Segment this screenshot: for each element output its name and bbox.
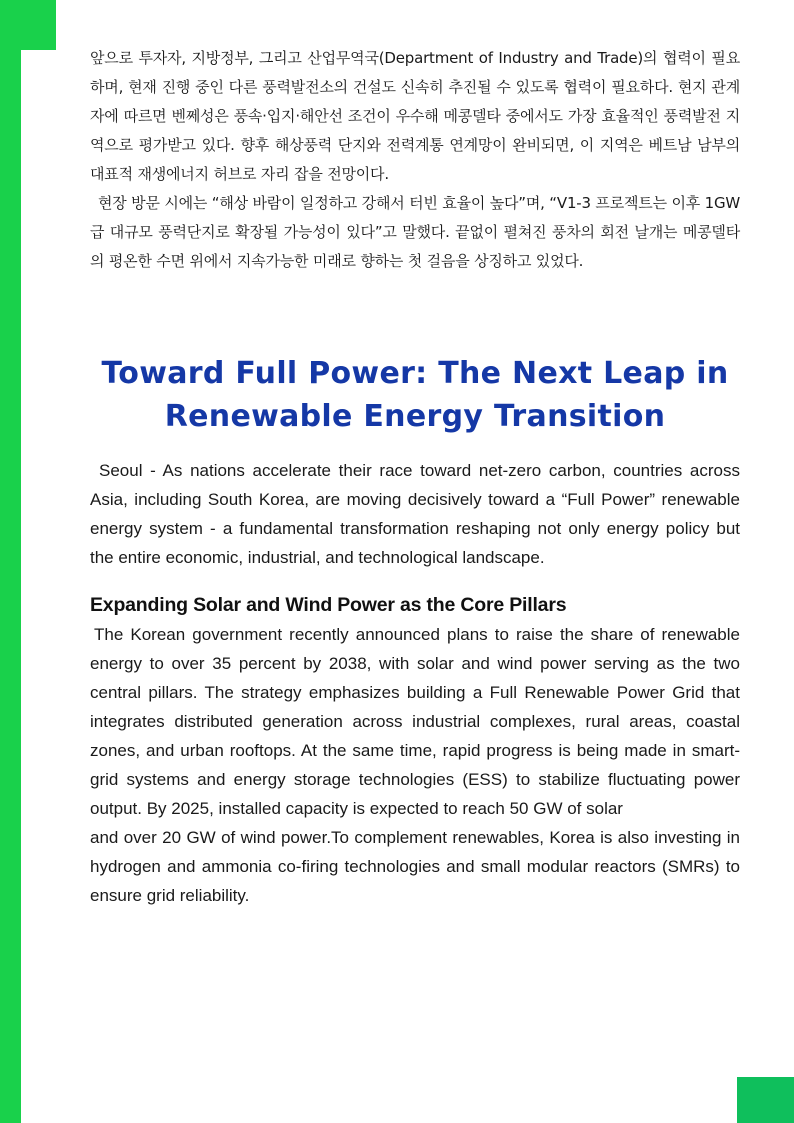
korean-paragraph-2: 현장 방문 시에는 “해상 바람이 일정하고 강해서 터빈 효율이 높다”며, “V1-3 프로젝트는 이후 1GW급 대규모 풍력단지로 확장될 가능성이 있다”고 말했다. 끝없이 펼쳐진 풍차의 회전 날개는 메콩델타의 평온한 수면 위에서 지속가능한 미래로 향하는 첫 걸음을 상징하고 있었다. <box>90 194 740 270</box>
article-title: Toward Full Power: The Next Leap in Renewable Energy Transition <box>101 356 729 434</box>
section-heading: Expanding Solar and Wind Power as the Core Pillars <box>90 594 567 616</box>
korean-paragraph-1: 앞으로 투자자, 지방정부, 그리고 산업무역국(Department of Industry and Trade)의 협력이 필요하며, 현재 진행 중인 다른 풍력발전소의 건설도 신속히 추진될 수 있도록 협력이 필요하다. 현지 관계자에 따르면 벤쩨성은 풍속·입지·해안선 조건이 우수해 메콩델타 중에서도 가장 효율적인 풍력발전 지역으로 평가받고 있다. 향후 해상풍력 단지와 전력계통 연계망이 완비되면, 이 지역은 베트남 남부의 대표적 재생에너지 허브로 자리 잡을 전망이다. <box>90 49 740 183</box>
article-lead: Seoul - As nations accelerate their race toward net-zero carbon, countries across Asia, including South Korea, are moving decisively toward a “Full Power” renewable energy system - a fundamental transformation reshaping not only energy policy but the entire economic, industrial, and technological landscape. <box>90 461 740 567</box>
left-green-bar <box>0 0 21 1123</box>
article-body-2: and over 20 GW of wind power.To complement renewables, Korea is also investing in hydrogen and ammonia co-firing technologies and small modular reactors (SMRs) to ensure grid reliability. <box>90 828 740 905</box>
bottom-right-green-square <box>737 1077 794 1123</box>
page-content <box>90 44 740 910</box>
top-left-green-tab <box>0 0 56 50</box>
article-body-1: The Korean government recently announced plans to raise the share of renewable energy to over 35 percent by 2038, with solar and wind power serving as the two central pillars. The strategy emphasizes building a Full Renewable Power Grid that integrates distributed generation across industrial complexes, rural areas, coastal zones, and urban rooftops. At the same time, rapid progress is being made in smart-grid systems and energy storage technologies (ESS) to stabilize fluctuating power output. By 2025, installed capacity is expected to reach 50 GW of solar <box>90 625 740 818</box>
